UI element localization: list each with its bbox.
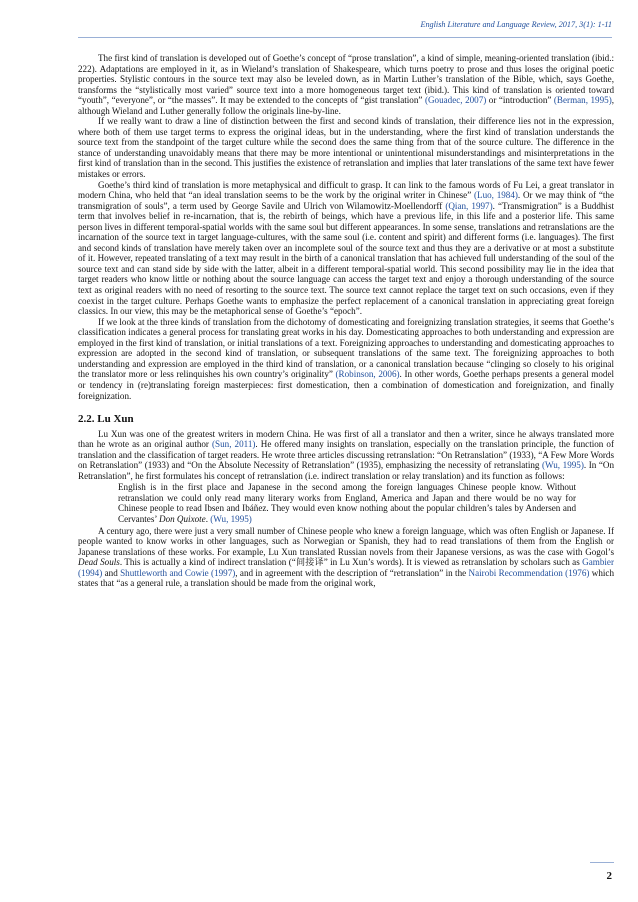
- citation-link[interactable]: (Qian, 1997): [445, 200, 493, 211]
- italic-title: Dead Souls: [78, 557, 120, 568]
- citation-link[interactable]: (Berman, 1995): [553, 95, 612, 106]
- text-run: , although Wieland and Luther generally follow the originals line-by-line.: [78, 95, 614, 116]
- text-run: If we really want to draw a line of distinction between the first and second kinds of translation, their difference lies not in the expression, where both of them use target terms to express the original ideas, but in the understanding, where the first kind of translation understands the source text from the standpoint of the target culture while the second does the same thing from that of the source culture. The difference in the stance of understanding unavoidably means that there may be more intentional or unintentional misunderstandings and misinterpretations in the first kind of translation than in the second. This justifies the existence of retranslation and implies that later translations of the same text have fewer mistakes or errors.: [78, 116, 614, 180]
- citation-link[interactable]: Gambier (1994): [78, 557, 614, 578]
- section-2-1-body: [78, 53, 614, 401]
- text-run: . “Transmigration” is a Buddhist term that involves belief in re-incarnation, that is, the rebirth of beings, which have a previous life, in this life and a posterior life. This same person lives in different temporal-spatial worlds with the same soul but different appearances. In some sense, translations and retranslations are the incarnation of the source text in target language-cultures, with the same soul (i.e. content and spirit) and different forms (i.e. languages). The first and second kinds of translation have merely taken over an incomplete soul of the source text and thus they are a derivative or at most a substitute of it. However, repeated translating of a text may result in the birth of a canonical translation that has achieved full understanding of the soul of the source text and can stand side by side with the latter, albeit in a different temporal-spatial world. This second possibility may lie in the idea that target readers who know little or nothing about the source language can access the target text and enjoy a thorough understanding of the source text as original readers with no need of resorting to the source text. The source text cannot replace the target text on such occasions, even if they coexist in the target culture. Perhaps Goethe wants to emphasize the perfect replacement of a canonical translation in appreciating great foreign classics. In our view, this may be the metaphorical sense of Goethe’s “epoch”.: [78, 200, 615, 317]
- text-run: and: [102, 567, 121, 578]
- text-run: The first kind of translation is developed out of Goethe’s concept of “prose translation”, a kind of simple, meaning-oriented translation (ibid.: 222). Adaptations are employed in it, as in Wieland’s translation of Shakespeare, which turns poetry to prose and thus loses the original poetic properties. Stylistic contours in the source text may also be leveled down, as in Martin Luther’s translation of the Bible, which, says Goethe, transforms the “stylistically most varied” source text into a more homogeneous target text (ibid.). This kind of translation is oriented toward “youth”, “everyone”, or “the masses”. It may be extended to the concepts of “gist translation”: [78, 53, 614, 106]
- paragraph: [78, 53, 614, 116]
- paragraph: [78, 526, 614, 589]
- section-2-2-body: [78, 526, 614, 589]
- citation-link[interactable]: (Robinson, 2006): [335, 369, 400, 380]
- text-run: which states that “as a general rule, a translation should be made from the original work,: [78, 567, 615, 589]
- citation-link[interactable]: (Wu, 1995): [542, 460, 584, 471]
- text-run: Goethe’s third kind of translation is more metaphysical and difficult to grasp. It can link to the famous words of Fu Lei, a great translator in modern China, who held that “an ideal translation seems to be the work by the original writer in Chinese”: [78, 179, 614, 201]
- paragraph: [78, 180, 614, 317]
- text-run: .: [205, 513, 211, 524]
- text-run: English is in the first place and Japanese in the second among the foreign languages Chinese people know. Without retranslation we could only read many literary works from England, America and Japan and there would be no way for Chinese people to read Ibsen and Ibáñez. They would even know nothing about the popular children’s tales by Andersen and Cervantes’: [118, 482, 576, 524]
- journal-header: English Literature and Language Review, 2017, 3(1): 1-11: [420, 20, 612, 29]
- citation-link[interactable]: (Luo, 1984): [474, 190, 518, 201]
- text-run: If we look at the three kinds of translation from the dichotomy of domesticating and foreignizing translation strategies, it seems that Goethe’s classification indicates a general process for translating great works in his day. Domesticating approaches to both understanding and expression are employed in the first kind of translation, or initial translations of a text. Foreignizing approaches to understanding and domesticating approaches to expression are adopted in the second kind of translation, or subsequent translations of the same text. The foreignizing approaches to both understanding and expression are employed in the third kind of translation, or a canonical translation because “clinging so closely to his original the translator more or less relinquishes his own country’s originality”: [78, 316, 614, 380]
- text-run: , and in agreement with the description of “retranslation” in the: [235, 567, 469, 578]
- text-run: . Or we may think of “the transmigration of souls”, a term used by George Savile and Ulrich von Wilamowitz-Moellendorff: [78, 190, 614, 211]
- text-run: A century ago, there were just a very small number of Chinese people who knew a foreign language, which was often English or Japanese. If people wanted to know works in other languages, such as Norwegian or Spanish, they had to read translations of them from the English or Japanese translations of these works. For example, Lu Xun translated Russian novels from their Japanese versions, as was the case with Gogol’s: [78, 525, 614, 557]
- text-run: . In “On Retranslation”, he first formulates his concept of retranslation (i.e. indirect translation or relay translation) and its function as follows:: [78, 460, 615, 481]
- paragraph: [78, 429, 614, 482]
- text-run: . This is actually a kind of indirect translation (“间接译” in Lu Xun’s words). It is viewed as retranslation by scholars such as: [119, 557, 583, 568]
- paragraph: [78, 116, 614, 179]
- italic-title: Don Quixote: [159, 513, 206, 524]
- page-number: 2: [606, 870, 612, 882]
- text-run: . In other words, Goethe perhaps presents a general model or tendency in (re)translating foreign masterpieces: first domestication, then a combination of domestication and foreignization, and finally foreignization.: [78, 369, 615, 401]
- text-run: . He offered many insights on translation, especially on the translation principle, the function of translation and the classification of target readers. He wrote three articles discussing retranslation: “On Retranslation” (1933), “A Few More Words on Retranslation” (1933) and “On the Absolute Necessity of Retranslation” (1935), emphasizing the necessity of retranslating: [78, 439, 614, 471]
- citation-link[interactable]: (Gouadec, 2007): [424, 95, 487, 106]
- paragraph: [78, 317, 614, 401]
- text-run: Lu Xun was one of the greatest writers in modern China. He was first of all a translator and then a writer, since he always translated more than he wrote as an original author: [78, 428, 614, 450]
- citation-link[interactable]: (Wu, 1995): [210, 513, 252, 524]
- section-heading: 2.2. Lu Xun: [78, 413, 134, 426]
- section-2-2-intro: [78, 429, 614, 482]
- article-body: [78, 53, 614, 589]
- citation-link[interactable]: Shuttleworth and Cowie (1997): [120, 567, 236, 578]
- citation-link[interactable]: Nairobi Recommendation (1976): [468, 567, 590, 578]
- block-quote: [118, 482, 576, 524]
- header-divider: [78, 37, 612, 38]
- footer-divider: [590, 862, 614, 863]
- text-run: or “introduction”: [486, 95, 554, 106]
- citation-link[interactable]: (Sun, 2011): [212, 439, 256, 450]
